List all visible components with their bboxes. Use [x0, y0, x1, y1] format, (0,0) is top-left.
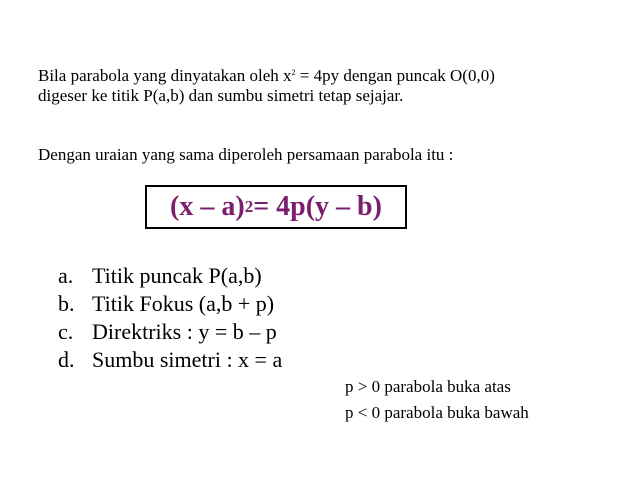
property-item	[58, 346, 282, 374]
property-item	[58, 290, 282, 318]
property-marker: a.	[58, 263, 74, 288]
formula-left: (x – a)	[170, 191, 245, 222]
intro-line-1	[38, 63, 495, 86]
property-text: Direktriks : y = b – p	[92, 319, 277, 344]
property-text: Titik Fokus (a,b + p)	[92, 291, 275, 316]
property-text: Titik puncak P(a,b)	[92, 263, 262, 288]
intro-line-2: digeser ke titik P(a,b) dan sumbu simetri tetap sejajar.	[38, 86, 404, 105]
property-text: Sumbu simetri : x = a	[92, 347, 283, 372]
property-item	[58, 262, 282, 290]
formula-box	[145, 185, 407, 229]
property-marker: c.	[58, 319, 74, 344]
properties-list	[58, 262, 282, 374]
property-marker: d.	[58, 347, 75, 372]
note-negative-p: p < 0 parabola buka bawah	[345, 403, 529, 422]
statement-line: Dengan uraian yang sama diperoleh persamaan parabola itu :	[38, 145, 454, 164]
formula-exponent: 2	[244, 197, 254, 216]
intro-line-1-text-a: Bila parabola yang dinyatakan oleh x	[38, 66, 292, 85]
note-positive-p: p > 0 parabola buka atas	[345, 377, 511, 396]
intro-exponent: 2	[291, 68, 296, 77]
intro-line-1-text-b: = 4py dengan puncak O(0,0)	[295, 66, 495, 85]
property-item	[58, 318, 282, 346]
property-marker: b.	[58, 291, 75, 316]
notes	[345, 374, 529, 426]
formula-right: = 4p(y – b)	[253, 191, 382, 222]
